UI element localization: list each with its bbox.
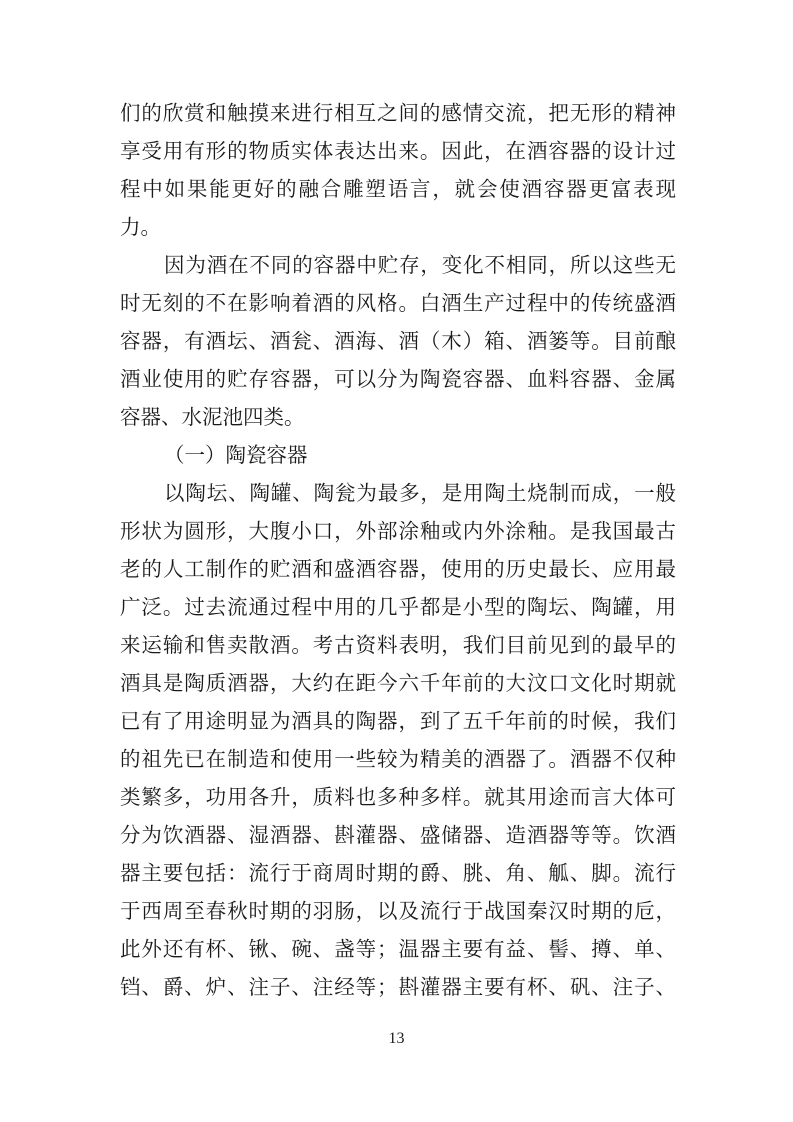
- text-line: 容器，有酒坛、酒瓮、酒海、酒（木）箱、酒篓等。目前酿: [120, 329, 676, 353]
- section-heading: （一）陶瓷容器: [164, 443, 308, 467]
- text-line: 分为饮酒器、湿酒器、斟灌器、盛储器、造酒器等等。饮酒: [120, 823, 676, 847]
- text-line: 铛、爵、炉、注子、注经等；斟灌器主要有杯、矾、注子、: [120, 975, 676, 999]
- text-line: 酒具是陶质酒器，大约在距今六千年前的大汶口文化时期就: [120, 671, 676, 695]
- text-line: 酒业使用的贮存容器，可以分为陶瓷容器、血料容器、金属: [120, 367, 676, 391]
- paragraph-first-line: 以陶坛、陶罐、陶瓮为最多，是用陶土烧制而成，一般: [164, 481, 676, 505]
- text-line: 类繁多，功用各升，质料也多种多样。就其用途而言大体可: [120, 785, 676, 809]
- text-line: 们的欣赏和触摸来进行相互之间的感情交流，把无形的精神: [120, 101, 676, 125]
- text-line: 容器、水泥池四类。: [120, 405, 305, 429]
- text-line: 广泛。过去流通过程中用的几乎都是小型的陶坛、陶罐，用: [120, 595, 676, 619]
- text-line: 时无刻的不在影响着酒的风格。白酒生产过程中的传统盛酒: [120, 291, 676, 315]
- text-line: 来运输和售卖散酒。考古资料表明，我们目前见到的最早的: [120, 633, 676, 657]
- text-line: 于西周至春秋时期的羽肠，以及流行于战国秦汉时期的卮，: [120, 899, 676, 923]
- text-line: 力。: [120, 215, 161, 239]
- text-line: 形状为圆形，大腹小口，外部涂釉或内外涂釉。是我国最古: [120, 519, 676, 543]
- page-number: 13: [388, 1030, 405, 1047]
- text-line: 已有了用途明显为酒具的陶器，到了五千年前的时候，我们: [120, 709, 676, 733]
- text-line: 此外还有杯、锹、碗、盏等；温器主要有益、髻、撙、单、: [120, 937, 676, 961]
- text-line: 程中如果能更好的融合雕塑语言，就会使酒容器更富表现: [120, 177, 676, 201]
- text-line: 的祖先已在制造和使用一些较为精美的酒器了。酒器不仅种: [120, 747, 676, 771]
- paragraph-first-line: 因为酒在不同的容器中贮存，变化不相同，所以这些无: [164, 253, 676, 277]
- text-line: 老的人工制作的贮酒和盛酒容器，使用的历史最长、应用最: [120, 557, 676, 581]
- text-line: 器主要包括：流行于商周时期的爵、朓、角、觚、脚。流行: [120, 861, 676, 885]
- text-line: 享受用有形的物质实体表达出来。因此，在酒容器的设计过: [120, 139, 676, 163]
